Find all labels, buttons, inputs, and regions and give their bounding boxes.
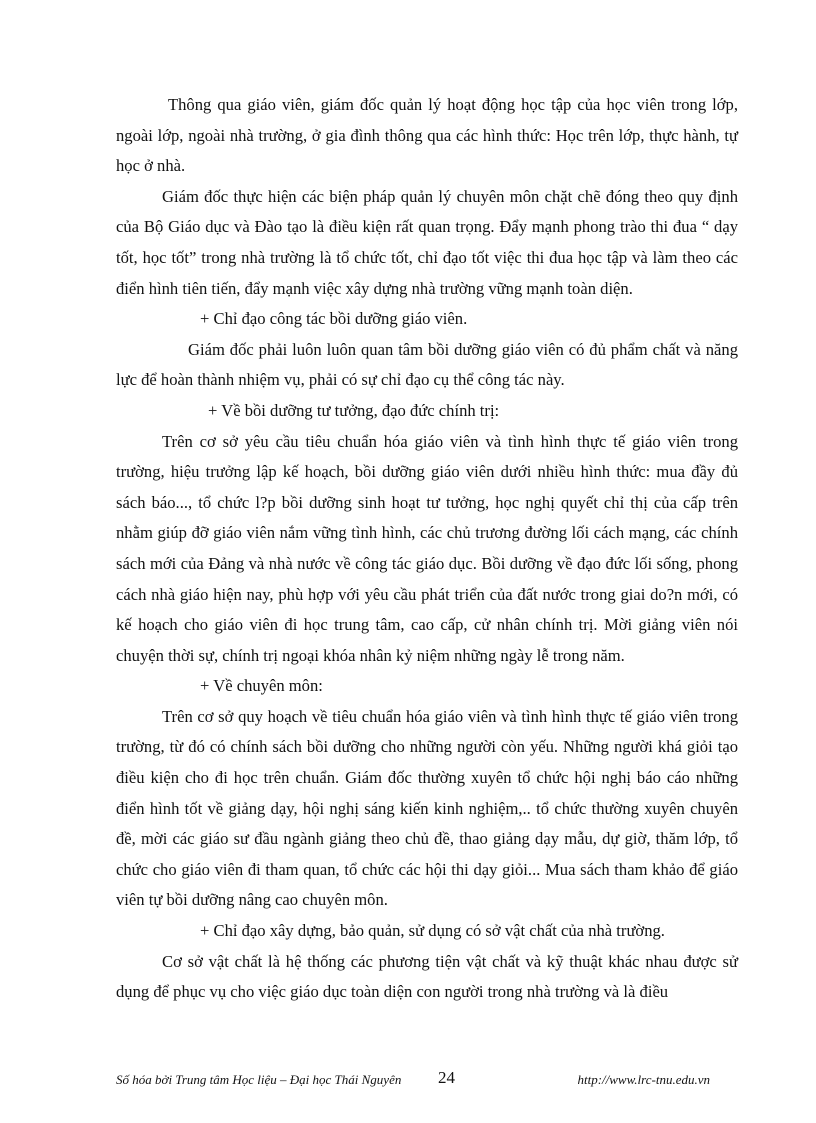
paragraph: Giám đốc phải luôn luôn quan tâm bồi dưỡng giáo viên có đủ phẩm chất và năng lực để hoàn thành nhiệm vụ, phải có sự chỉ đạo cụ thể công tác này. xyxy=(116,339,738,390)
paragraph: Cơ sở vật chất là hệ thống các phương tiện vật chất và kỹ thuật khác nhau được sử dụng để phục vụ cho việc giáo dục toàn diện con người trong nhà trường và là điều xyxy=(116,951,738,1002)
paragraph: Thông qua giáo viên, giám đốc quản lý hoạt động học tập của học viên trong lớp, ngoài lớp, ngoài nhà trường, ở gia đình thông qua các hình thức: Học trên lớp, thực hành, tự học ở nhà. xyxy=(116,95,738,176)
paragraph: Giám đốc thực hiện các biện pháp quản lý chuyên môn chặt chẽ đóng theo quy định của Bộ Giáo dục và Đào tạo là điều kiện rất quan trọng. Đẩy mạnh phong trào thi đua “ dạy tốt, học tốt” trong nhà trường là tổ chức tốt, chỉ đạo tốt việc thi đua học tập và làm theo các điển hình tiên tiến, đẩy mạnh việc xây dựng nhà trường vững mạnh toàn diện. xyxy=(116,186,738,298)
paragraph: Trên cơ sở yêu cầu tiêu chuẩn hóa giáo viên và tình hình thực tế giáo viên trong trường, hiệu trưởng lập kế hoạch, bồi dưỡng giáo viên dưới nhiều hình thức: mua đầy đủ sách báo..., tổ chức l?p bồi dưỡng sinh hoạt tư tưởng, học nghị quyết chỉ thị của cấp trên nhằm giúp đỡ giáo viên nắm vững tình hình, các chủ trương đường lối cách mạng, các chính sách mới của Đảng và nhà nước về công tác giáo dục. Bồi dưỡng về đạo đức lối sống, phong cách nhà giáo hiện nay, phù hợp với yêu cầu phát triển của đất nước trong giai do?n mới, có kế hoạch cho giáo viên đi học trung tâm, cao cấp, cử nhân chính trị. Mời giảng viên nói chuyện thời sự, chính trị ngoại khóa nhân kỷ niệm những ngày lễ trong năm. xyxy=(116,431,738,665)
subheading: + Về chuyên môn: xyxy=(200,676,323,696)
subheading: + Chỉ đạo xây dựng, bảo quản, sử dụng có sở vật chất của nhà trường. xyxy=(200,921,665,941)
page-footer xyxy=(116,1068,738,1092)
footer-url: http://www.lrc-tnu.edu.vn xyxy=(577,1072,710,1087)
subheading: + Về bồi dưỡng tư tưởng, đạo đức chính trị: xyxy=(208,400,500,420)
paragraph: Trên cơ sở quy hoạch về tiêu chuẩn hóa giáo viên và tình hình thực tế giáo viên trong trường, từ đó có chính sách bồi dưỡng cho những người còn yếu. Những người khá giỏi tạo điều kiện cho đi học trên chuẩn. Giám đốc thường xuyên tổ chức hội nghị báo cáo những điển hình tốt về giảng dạy, hội nghị sáng kiến kinh nghiệm,.. tổ chức thường xuyên chuyên đề, mời các giáo sư đầu ngành giảng theo chủ đề, thao giảng dạy mẫu, dự giờ, thăm lớp, tổ chức cho giáo viên đi tham quan, tổ chức các hội thi dạy giỏi... Mua sách tham khảo để giáo viên tự bồi dưỡng nâng cao chuyên môn. xyxy=(116,706,738,910)
document-body xyxy=(116,90,738,1008)
footer-source: Số hóa bởi Trung tâm Học liệu – Đại học Thái Nguyên xyxy=(116,1072,402,1087)
page-number: 24 xyxy=(438,1068,455,1087)
subheading: + Chỉ đạo công tác bồi dưỡng giáo viên. xyxy=(200,309,468,329)
